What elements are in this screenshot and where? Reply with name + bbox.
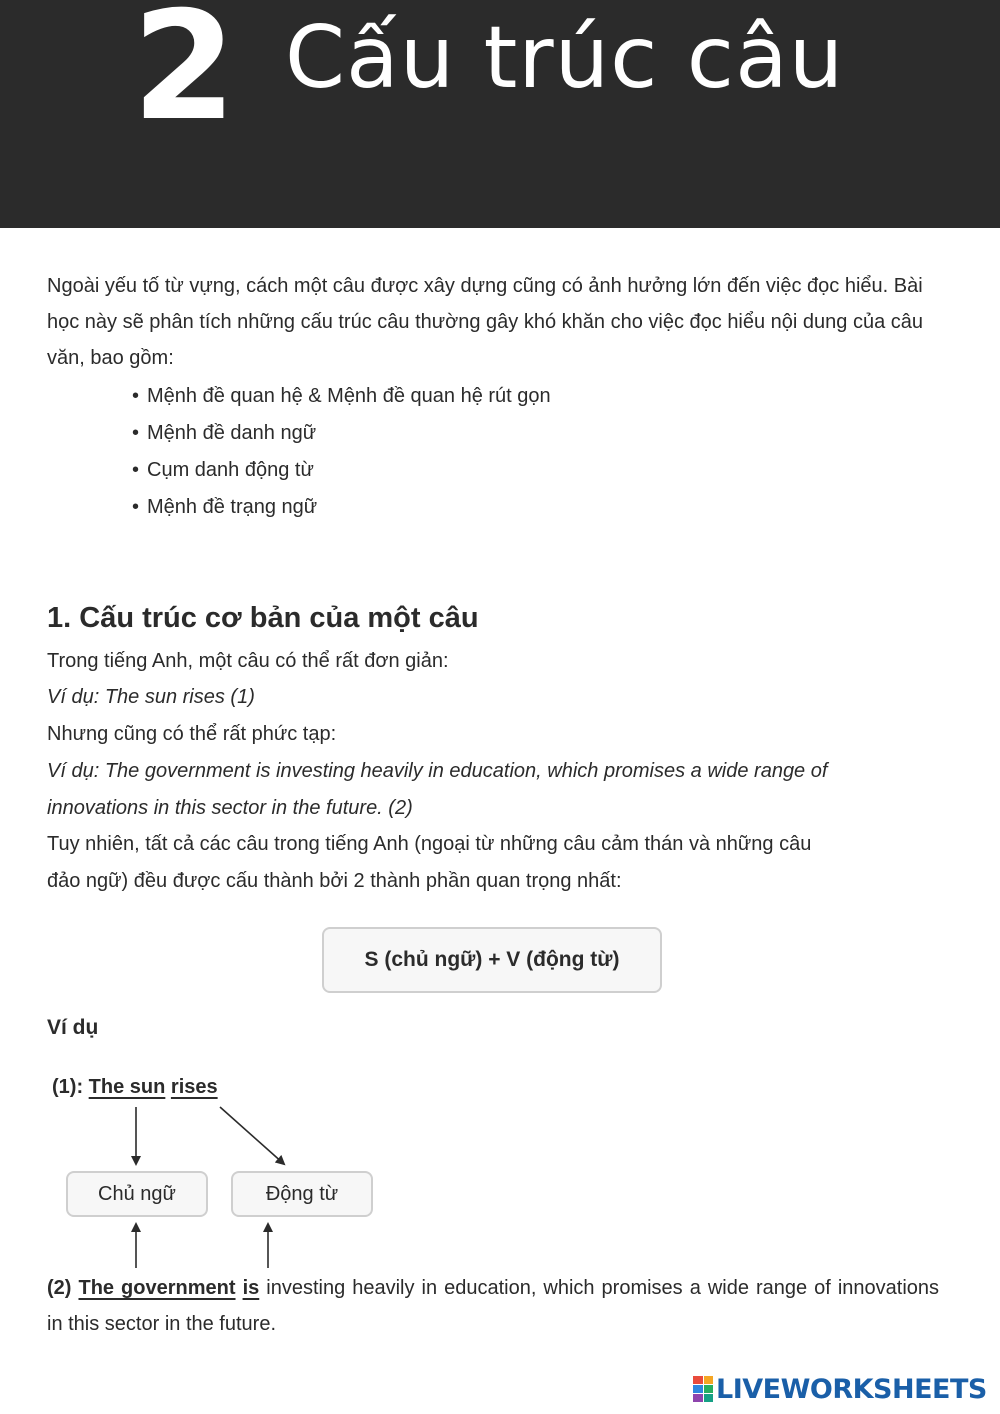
example-1-subject: The sun <box>88 1076 166 1098</box>
chapter-header <box>0 0 1000 228</box>
intro-paragraph: Ngoài yếu tố từ vựng, cách một câu được xây dựng cũng có ảnh hưởng lớn đến việc đọc hiểu. Bài học này sẽ phân tích những cấu trúc câu thường gây khó khăn cho việc đọc hiểu nội dung của câu văn, bao gồm: <box>47 275 924 369</box>
verb-box: Động từ <box>231 1171 373 1217</box>
complex-sentence-text: Nhưng cũng có thể rất phức tạp: <box>47 723 337 745</box>
example-2-verb: is <box>242 1277 260 1299</box>
topic-list <box>132 378 551 526</box>
chapter-title: Cấu trúc câu <box>285 8 845 108</box>
liveworksheets-icon <box>693 1376 713 1402</box>
example-label: Ví dụ <box>47 1016 99 1039</box>
example-1-verb: rises <box>170 1076 218 1098</box>
example-complex-line1: Ví dụ: The government is investing heavily in education, which promises a wide range of <box>47 760 828 782</box>
liveworksheets-logo <box>693 1372 987 1406</box>
subject-box: Chủ ngữ <box>66 1171 208 1217</box>
arrow-verb-down <box>220 1107 284 1164</box>
topic-item: • Cụm danh động từ <box>132 452 551 489</box>
example-simple: Ví dụ: The sun rises (1) <box>47 686 255 708</box>
example-2-rest: investing heavily in education, which promises a wide range of innovations in this sector in the future. <box>47 1277 940 1335</box>
section-heading: 1. Cấu trúc cơ bản của một câu <box>47 602 479 634</box>
example-complex-line2: innovations in this sector in the future. (2) <box>47 797 413 819</box>
example-2-sentence <box>47 1270 939 1342</box>
topic-item: • Mệnh đề quan hệ & Mệnh đề quan hệ rút gọn <box>132 378 551 415</box>
components-text-line1: Tuy nhiên, tất cả các câu trong tiếng Anh (ngoại từ những câu cảm thán và những câu <box>47 833 812 855</box>
example-2-prefix: (2) <box>47 1277 72 1299</box>
components-text-line2: đảo ngữ) đều được cấu thành bởi 2 thành phần quan trọng nhất: <box>47 870 622 892</box>
formula-box: S (chủ ngữ) + V (động từ) <box>322 927 662 993</box>
topic-item: • Mệnh đề danh ngữ <box>132 415 551 452</box>
example-1-prefix: (1): <box>52 1076 84 1098</box>
logo-text: LIVEWORKSHEETS <box>716 1373 987 1405</box>
topic-item: • Mệnh đề trạng ngữ <box>132 489 551 526</box>
simple-sentence-text: Trong tiếng Anh, một câu có thể rất đơn giản: <box>47 650 449 672</box>
chapter-number: 2 <box>132 0 237 154</box>
example-2-subject: The government <box>78 1277 236 1299</box>
